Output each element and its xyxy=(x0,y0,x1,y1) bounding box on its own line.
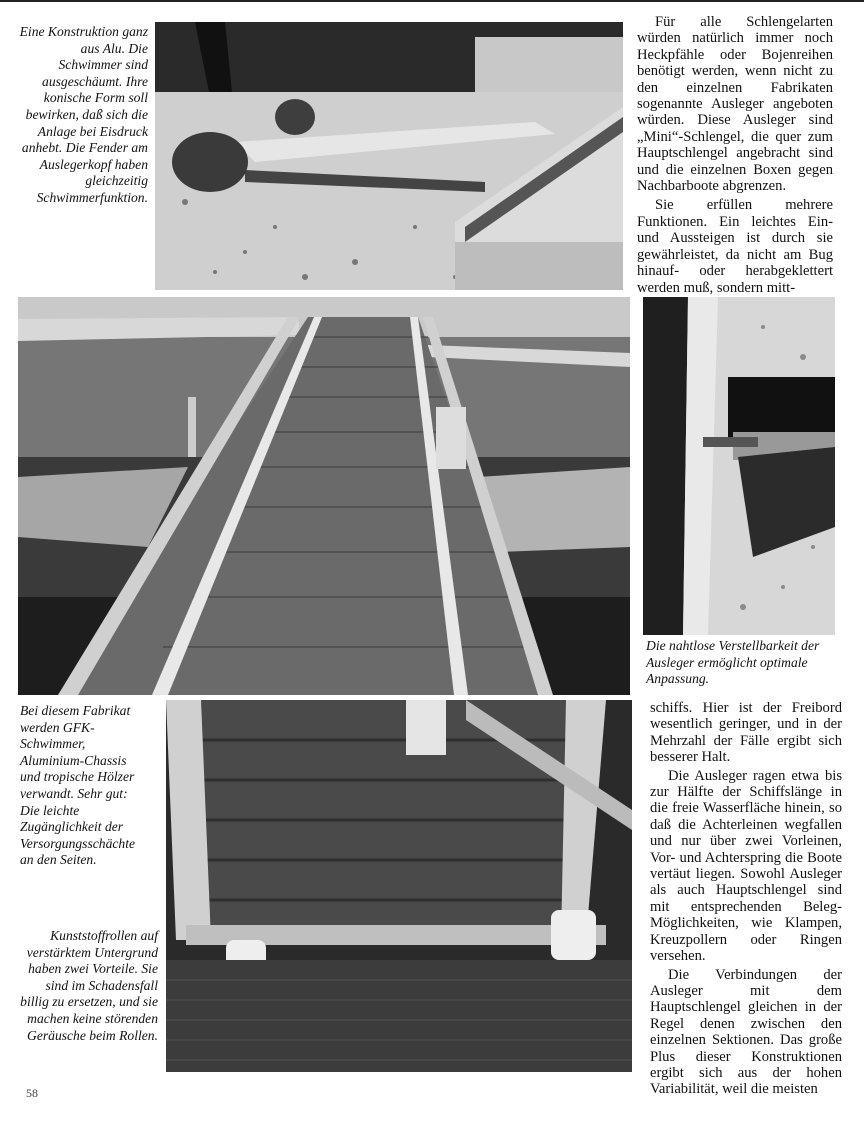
article-paragraph: Für alle Schlengelarten würden natürlich immer noch Heckpfähle oder Bojenreihen benötigt werden, wenn nicht zu den einzelnen Fabrikaten sogenannte Ausleger angeboten würden. Diese Ausleger sind „Mini“-Schlengel, die quer zum Hauptschlengel angebracht sind und die einzelnen Boxen gegen Nachbarboote abgrenzen. xyxy=(637,14,833,195)
caption-adjustability: Die nahtlose Verstellbarkeit der Ausleger ermöglicht optimale Anpassung. xyxy=(646,638,820,687)
page-top-rule xyxy=(0,0,864,2)
article-paragraph: Sie erfüllen mehrere Funktionen. Ein leichtes Ein- und Aussteigen ist durch sie gewährleistet, da nicht am Bug hinauf- oder herabgeklettert werden muß, sondern mitt- xyxy=(637,197,833,296)
article-paragraph: Die Verbindungen der Ausleger mit dem Hauptschlengel gleichen in der Regel denen zwischen den einzelnen Sektionen. Das große Plus dieser Konstruktionen ergibt sich aus der hohen Variabilität, weil die meisten xyxy=(650,966,842,1098)
article-paragraph: Die Ausleger ragen etwa bis zur Hälfte der Schiffslänge in die freie Wasserfläche hinein, so daß die Achterleinen wegfallen und nur über zwei Vorleinen, Vor- und Achterspring die Boote vertäut liegen. Sowohl Ausleger als auch Hauptschlengel sind mit entsprechenden Beleg-Möglichkeiten, wie Klampen, Kreuzpollern oder Ringen versehen. xyxy=(650,767,842,965)
article-paragraph: schiffs. Hier ist der Freibord wesentlich geringer, und in der Mehrzahl der Fälle ergibt sich besserer Halt. xyxy=(650,700,842,766)
photo-plastic-rollers xyxy=(166,700,632,1072)
caption-gfk-floats: Bei diesem Fabrikat werden GFK-Schwimmer, Aluminium-Chassis und tropische Hölzer verwandt. Sehr gut: Die leichte Zugänglichkeit der Versorgungsschächte an den Seiten. xyxy=(20,703,136,868)
photo-finger-adjustment xyxy=(643,297,835,635)
photo-aluminium-dock-snow xyxy=(155,22,623,290)
photo-main-walkway xyxy=(18,297,630,695)
caption-plastic-rollers: Kunststoffrollen auf verstärktem Untergrund haben zwei Vorteile. Sie sind im Schadensfall billig zu ersetzen, und sie machen keine störenden Geräusche beim Rollen. xyxy=(20,928,158,1043)
caption-aluminium-construction: Eine Konstruktion ganz aus Alu. Die Schwimmer sind ausgeschäumt. Ihre konische Form soll bewirken, daß sich die Anlage bei Eisdruck anhebt. Die Fender am Auslegerkopf haben gleichzeitig Schwimmerfunktion. xyxy=(19,24,148,205)
article-column-2 xyxy=(650,700,842,1098)
page-number: 58 xyxy=(26,1086,38,1100)
article-column-1 xyxy=(637,14,833,296)
